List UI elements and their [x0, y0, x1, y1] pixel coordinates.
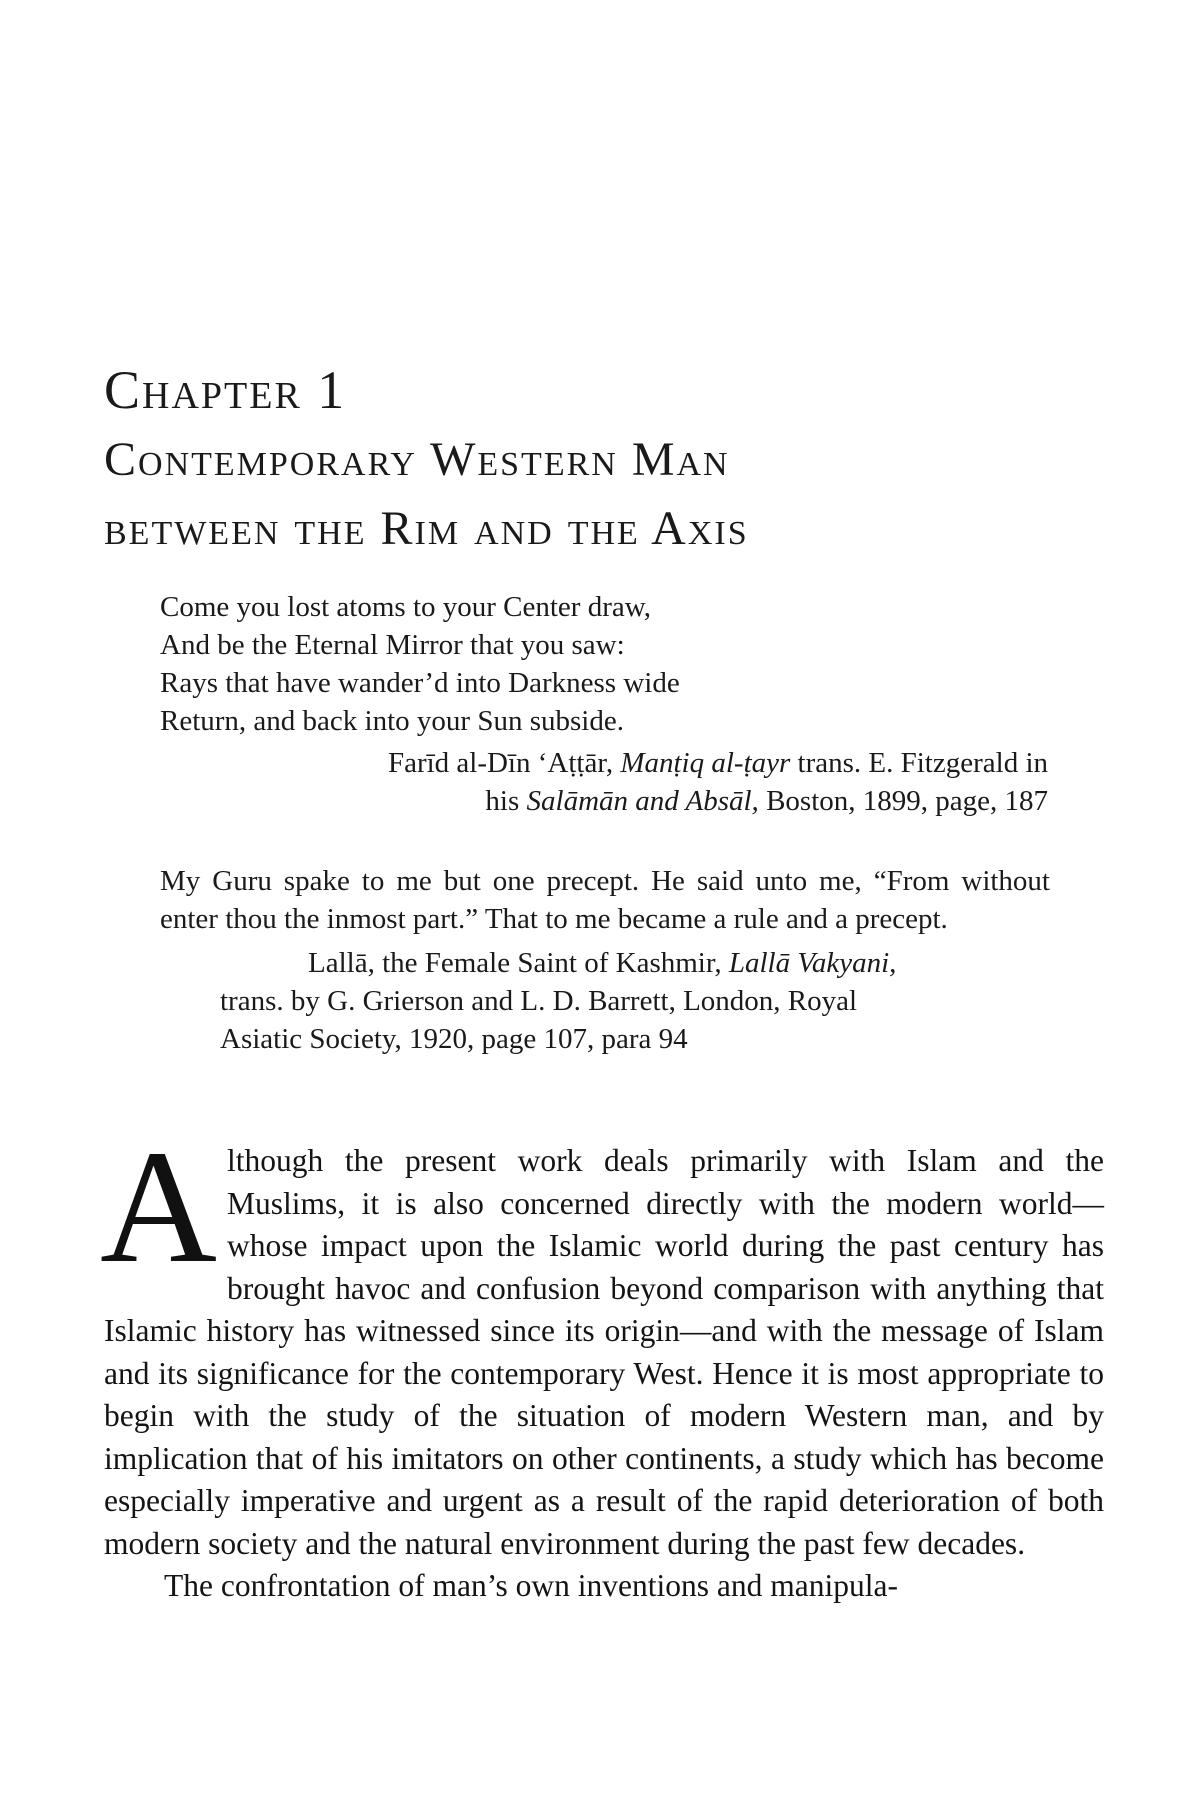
epigraph-lalla	[160, 862, 1050, 1058]
body-text	[100, 1118, 1104, 1608]
chapter-heading	[104, 356, 1104, 563]
attribution-author: Farīd al-Dīn ‘Aṭṭār,	[387, 747, 614, 779]
attribution-book-title: Salāmān and Absāl,	[526, 785, 759, 817]
paragraph-1	[100, 1118, 1104, 1565]
attribution-author: Lallā, the Female Saint of Kashmir,	[308, 947, 729, 979]
poem-line: Return, and back into your Sun subside.	[160, 705, 624, 737]
chapter-title-line-2: between the Rim and the Axis	[104, 502, 749, 555]
attribution-line-2: trans. by G. Grierson and L. D. Barrett, London, Royal	[220, 985, 858, 1017]
epigraph-attribution-line-2	[160, 782, 1048, 820]
drop-cap: A	[100, 1118, 217, 1297]
chapter-title-line-1: Contemporary Western Man	[104, 433, 730, 486]
epigraph-attribution	[160, 744, 1048, 782]
paragraph-1-text: lthough the present work deals primarily with Islam and the Muslims, it is also concerned directly with the modern world—whose impact upon the Islamic world during the past century has brought havoc and confusion beyond comparison with anything that Islamic history has witnessed since its origin—and with the message of Islam and its significance for the contemporary West. Hence it is most appropriate to begin with the study of the situation of modern Western man, and by implication that of his imitators on other continents, a study which has become especially imperative and urgent as a result of the rapid deterioration of both modern society and the natural environment during the past few decades.	[104, 1143, 1104, 1561]
epigraph-attar	[160, 588, 1050, 820]
attribution-line-3: Asiatic Society, 1920, page 107, para 94	[220, 1023, 688, 1055]
attribution-line-1	[220, 944, 1050, 982]
epigraph-prose: My Guru spake to me but one precept. He said unto me, “From without enter thou the inmost part.” That to me became a rule and a precept.	[160, 865, 1050, 935]
paragraph-2: The confrontation of man’s own inventions and manipula-	[164, 1568, 898, 1603]
chapter-number: Chapter 1	[104, 360, 347, 420]
attribution-work-title: Lallā Vakyani,	[728, 947, 897, 979]
attribution-publication: Boston, 1899, page, 187	[758, 785, 1048, 817]
poem-line: Rays that have wander’d into Darkness wide	[160, 667, 680, 699]
attribution-translator: trans. E. Fitzgerald in	[790, 747, 1048, 779]
poem-line: Come you lost atoms to your Center draw,	[160, 591, 652, 623]
attribution-work-title: Manṭiq al-ṭayr	[620, 747, 791, 779]
epigraph-attribution	[220, 944, 1050, 1058]
poem-line: And be the Eternal Mirror that you saw:	[160, 629, 625, 661]
attribution-prefix: his	[485, 785, 527, 817]
